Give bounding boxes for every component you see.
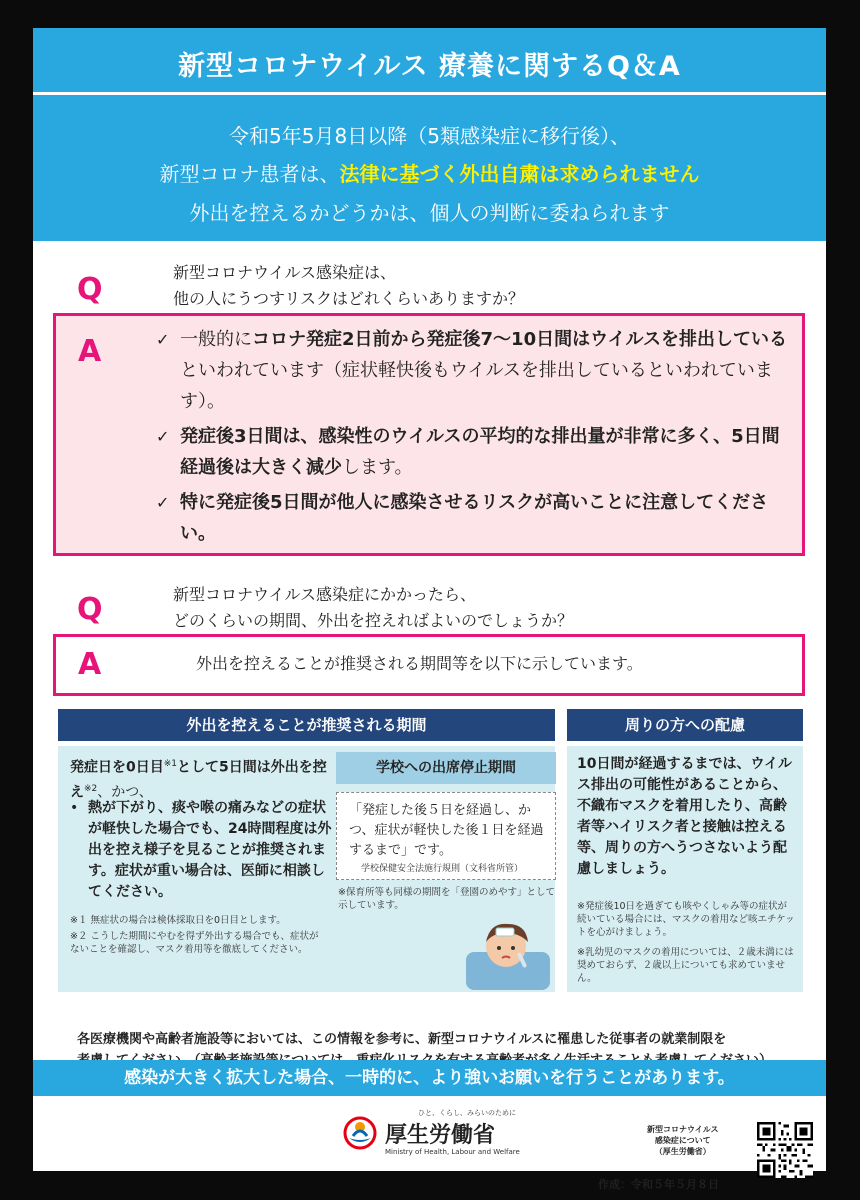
bullet-icon: • [70, 800, 79, 816]
facility-note-line-1: 各医療機関や高齢者施設等においては、この情報を参考に、新型コロナウイルスに罹患した従事者の就業制限を [77, 1032, 727, 1047]
a1-box [53, 313, 805, 556]
a2-box [53, 634, 805, 696]
header-line-1: 令和5年5月8日以降（5類感染症に移行後）、 [229, 124, 630, 148]
header-line-3: 外出を控えるかどうかは、個人の判断に委ねられます [189, 201, 670, 225]
q2-line-2: どのくらいの期間、外出を控えればよいのでしょうか？ [173, 611, 574, 630]
header-line-2-prefix: 新型コロナ患者は、 [159, 162, 340, 186]
a2-mark: A [78, 647, 102, 682]
school-header: 学校への出席停止期間 [336, 752, 556, 784]
q2-question [173, 582, 573, 634]
school-note: ※保育所等も同様の期間を「登園のめやす」として示しています。 [338, 887, 555, 911]
header-section [33, 28, 826, 241]
a1-item-1 [156, 324, 796, 417]
school-quote-box [336, 792, 556, 880]
created-date: 作成：令和５年５月８日 [598, 1178, 719, 1191]
a1-item-3 [156, 487, 796, 549]
ministry-logo-icon [343, 1116, 377, 1150]
qr-caption-line-2: 感染症について [654, 1136, 711, 1145]
a1-item-1-lead: 一般的に [180, 329, 252, 350]
check-icon: ✓ [156, 427, 170, 446]
q1-mark: Q [77, 272, 103, 307]
right-main-bold: 10日間が経過するまでは、ウイルス排出の可能性があることから、不織布マスクを着用したり、高齢者等ハイリスク者と接触は控える等、周りの方へうつさないよう配慮しましょう。 [577, 756, 793, 877]
q2-mark: Q [77, 592, 103, 627]
a1-item-3-bold: 特に発症後5日間が他人に感染させるリスクが高いことに注意してください。 [180, 492, 769, 544]
a1-item-1-tail: といわれています（症状軽快後もウイルスを排出しているといわれています）。 [180, 360, 773, 412]
header-highlight: 法律に基づく外出自粛は求められません [339, 162, 700, 186]
left-main-text [70, 754, 328, 803]
right-note-1: ※発症後10日を過ぎても咳やくしゃみ等の症状が続いている場合には、マスクの着用など咳エチケットを心がけましょう。 [577, 901, 795, 938]
school-source: 学校保健安全法施行規則（文科省所管） [361, 864, 524, 874]
left-panel [58, 746, 555, 992]
right-note-2: ※乳幼児のマスクの着用については、２歳未満には奨めておらず、２歳以上についても求めていません。 [577, 947, 794, 984]
right-panel [567, 746, 803, 992]
a1-item-2-tail: します。 [342, 457, 413, 478]
footnote-ref-1: ※1 [163, 759, 178, 769]
left-note-2: ※２ こうした期間にやむを得ず外出する場合でも、症状がないことを確認し、マスク着用等を徹底してください。 [70, 931, 319, 955]
right-panel-header: 周りの方への配慮 [567, 709, 803, 741]
a1-item-1-bold: コロナ発症2日前から発症後7～10日間はウイルスを排出している [252, 329, 788, 350]
q2-line-1: 新型コロナウイルス感染症にかかったら、 [173, 585, 477, 604]
ministry-name: 厚生労働省 [385, 1123, 496, 1148]
a1-item-2 [156, 421, 796, 483]
left-main-b2: として5日間は外出を控え [70, 759, 327, 801]
q1-line-1: 新型コロナウイルス感染症は、 [173, 263, 397, 282]
left-main-tail: 、かつ、 [97, 784, 153, 801]
a1-list [156, 324, 796, 553]
q1-line-2: 他の人にうつすリスクはどれくらいありますか？ [173, 289, 525, 308]
ministry-name-en: Ministry of Health, Labour and Welfare [385, 1148, 520, 1156]
check-icon: ✓ [156, 330, 170, 349]
header-divider [33, 92, 826, 95]
school-quote: 「発症した後５日を経過し、かつ、症状が軽快した後１日を経過するまで」です。 [349, 803, 544, 858]
qr-caption-line-1: 新型コロナウイルス [647, 1125, 719, 1134]
a1-mark: A [78, 334, 102, 369]
footer [33, 1098, 826, 1191]
qr-code-icon[interactable] [757, 1122, 813, 1178]
qr-caption-line-3: （厚生労働省） [654, 1147, 711, 1156]
sick-child-illustration [466, 918, 550, 990]
left-bullet-bold: 熱が下がり、痰や喉の痛みなどの症状が軽快した場合でも、24時間程度は外出を控え様子を見ることが推奨されます。症状が重い場合は、医師に相談してください。 [88, 800, 332, 900]
page-title: 新型コロナウイルス 療養に関するQ＆A [178, 51, 681, 82]
a1-item-2-bold: 発症後3日間は、感染性のウイルスの平均的な排出量が非常に多く、5日間経過後は大きく減少 [180, 426, 780, 478]
left-panel-header: 外出を控えることが推奨される期間 [58, 709, 555, 741]
left-bullet-text [88, 798, 332, 903]
header-line-2 [33, 158, 826, 187]
check-icon: ✓ [156, 493, 170, 512]
qr-caption [647, 1124, 719, 1157]
bottom-banner: 感染が大きく拡大した場合、一時的に、より強いお願いを行うことがあります。 [33, 1060, 826, 1096]
left-note-1: ※１ 無症状の場合は検体採取日を0日目とします。 [70, 915, 286, 926]
left-main-b1: 発症日を0日目 [70, 759, 164, 776]
footnote-ref-2: ※2 [84, 783, 98, 794]
ministry-tagline: ひと、くらし、みらいのために [418, 1109, 516, 1117]
q1-question [173, 260, 524, 312]
a2-answer: 外出を控えることが推奨される期間等を以下に示しています。 [196, 654, 643, 673]
poster [33, 28, 826, 1191]
right-main-text [577, 754, 795, 880]
